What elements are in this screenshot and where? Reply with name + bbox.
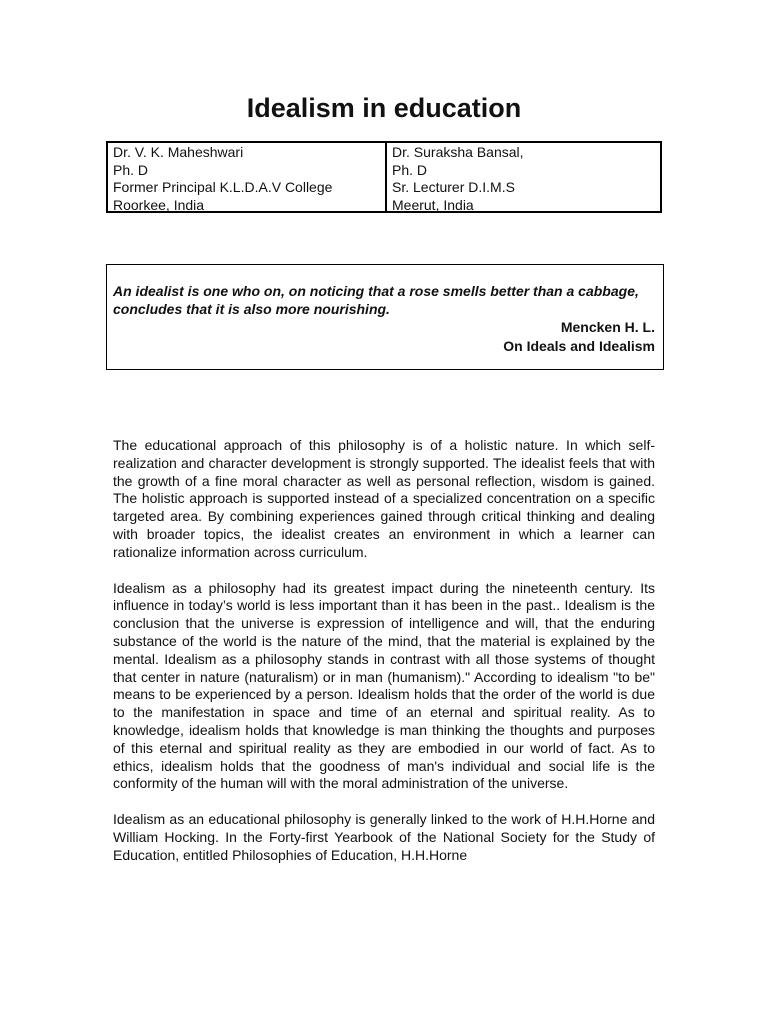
author-location: Roorkee, India <box>113 196 205 213</box>
author-name: Dr. Suraksha Bansal, <box>392 144 524 160</box>
epigraph-box <box>106 264 664 370</box>
page-title: Idealism in education <box>246 93 522 123</box>
paragraph: Idealism as an educational philosophy is generally linked to the work of H.H.Horne and William Hocking. In the Forty-first Yearbook of the National Society for the Study of Education, entitled Philosophies of Education, H.H.Horne <box>113 811 655 863</box>
author-position: Former Principal K.L.D.A.V College <box>113 179 333 195</box>
author-degree: Ph. D <box>392 161 428 178</box>
author-position: Sr. Lecturer D.I.M.S <box>392 179 515 195</box>
body-text <box>113 437 655 883</box>
paragraph: Idealism as a philosophy had its greatest impact during the nineteenth century. Its influence in today’s world is less important than it has been in the past.. Idealism is the conclusion that the universe is expression of intelligence and will, that the enduring substance of the world is the nature of the mind, that the material is explained by the mental. Idealism as a philosophy stands in contrast with all those systems of thought that center in nature (naturalism) or in man (humanism)." According to idealism "to be" means to be experienced by a person. Idealism holds that the order of the world is due to the manifestation in space and time of an eternal and spiritual reality. As to knowledge, idealism holds that knowledge is man thinking the thoughts and purposes of this eternal and spiritual reality as they are embodied in our world of fact. As to ethics, idealism holds that the goodness of man's individual and social life is the conformity of the human will with the moral administration of the universe. <box>113 579 655 792</box>
author-name: Dr. V. K. Maheshwari <box>113 144 244 160</box>
paragraph: The educational approach of this philosophy is of a holistic nature. In which self-realization and character development is strongly supported. The idealist feels that with the growth of a fine moral character as well as personal reflection, wisdom is gained. The holistic approach is supported instead of a specialized concentration on a specific targeted area. By combining experiences gained through critical thinking and dealing with broader topics, the idealist creates an environment in which a learner can rationalize information across curriculum. <box>113 437 655 560</box>
author-table <box>106 141 662 213</box>
author-cell-2 <box>387 143 660 211</box>
epigraph-source: On Ideals and Idealism <box>503 338 655 354</box>
author-degree: Ph. D <box>113 161 149 178</box>
author-location: Meerut, India <box>392 196 474 213</box>
epigraph-text: An idealist is one who on, on noticing that a rose smells better than a cabbage, concludes that it is also more nourishing. <box>113 283 639 317</box>
author-cell-1 <box>108 143 387 211</box>
epigraph-author: Mencken H. L. <box>560 319 655 335</box>
